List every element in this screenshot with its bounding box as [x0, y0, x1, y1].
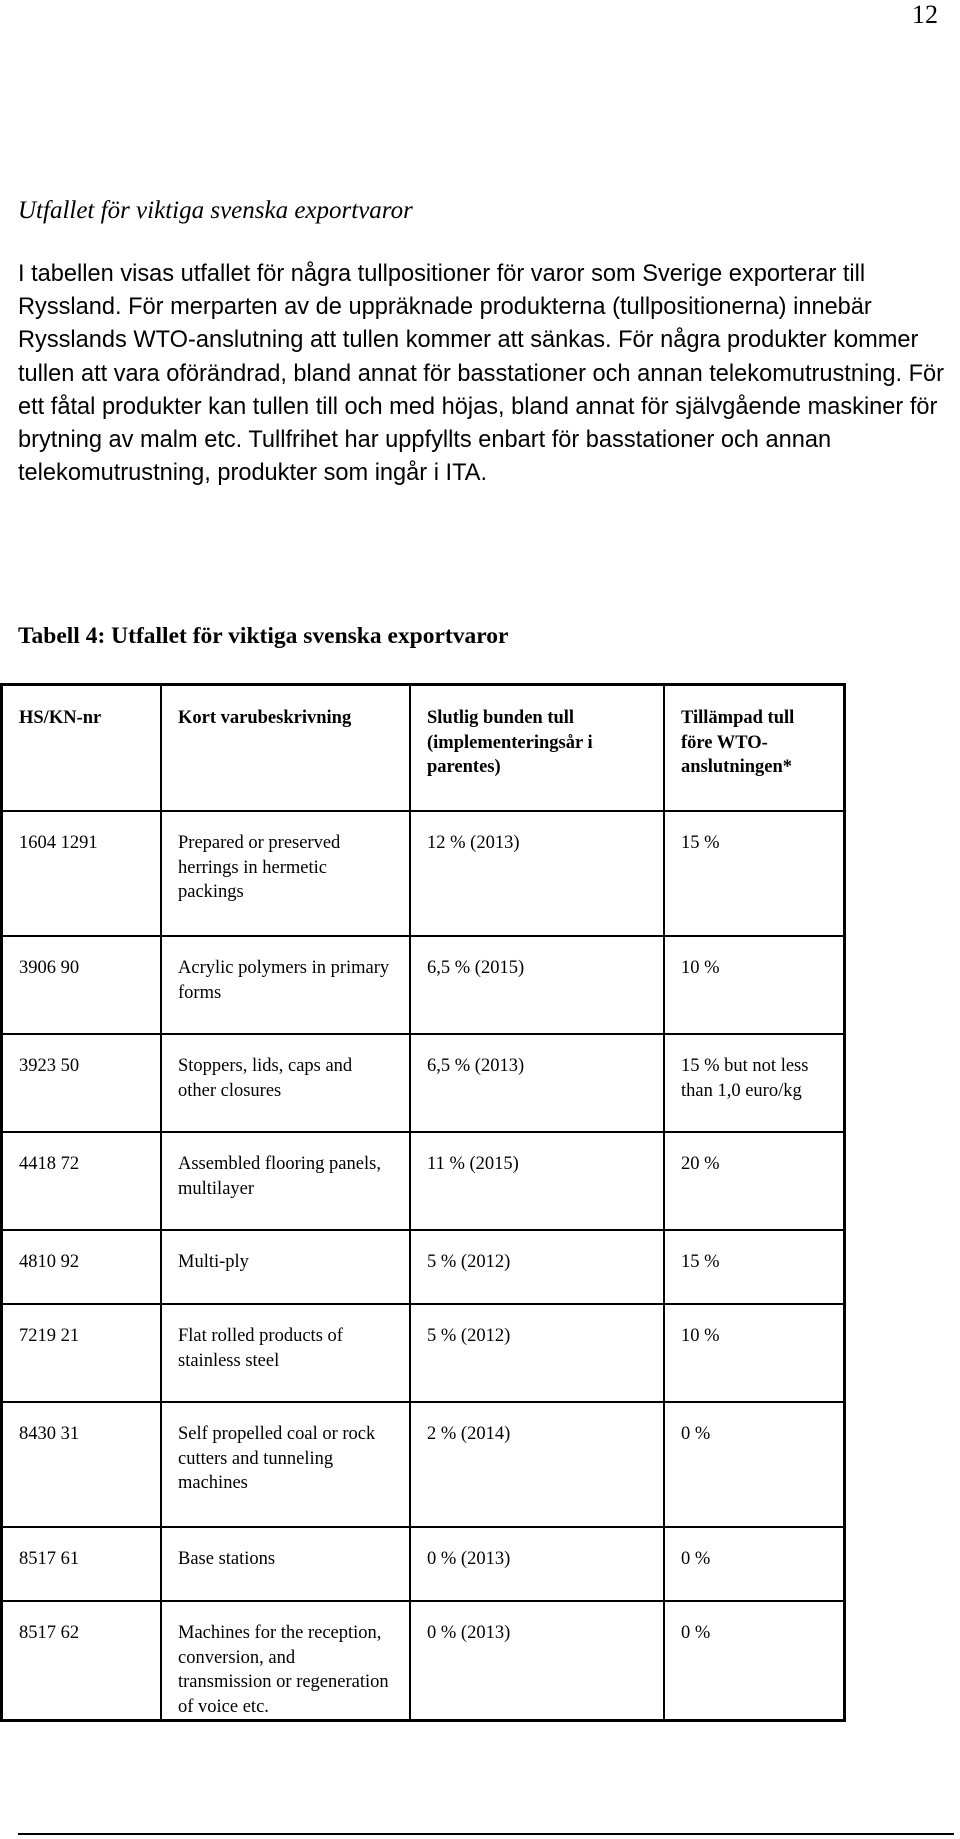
- cell-applied-tariff: 10 %: [665, 937, 843, 1035]
- page-number: 12: [912, 0, 938, 29]
- cell-description: Multi-ply: [162, 1231, 411, 1305]
- cell-applied-tariff: 15 % but not less than 1,0 euro/kg: [665, 1035, 843, 1133]
- table-row: [3, 1528, 843, 1602]
- cell-hs-kn-nr: 8430 31: [3, 1403, 162, 1528]
- cell-bound-tariff: 11 % (2015): [411, 1133, 665, 1231]
- cell-bound-tariff: 0 % (2013): [411, 1528, 665, 1602]
- cell-hs-kn-nr: 8517 62: [3, 1602, 162, 1719]
- table-row: [3, 1305, 843, 1403]
- table-header-row: [3, 686, 843, 812]
- header-kort-varubeskrivning: Kort varubeskrivning: [162, 686, 411, 812]
- cell-hs-kn-nr: 3923 50: [3, 1035, 162, 1133]
- table-row: [3, 812, 843, 937]
- cell-bound-tariff: 6,5 % (2015): [411, 937, 665, 1035]
- cell-bound-tariff: 2 % (2014): [411, 1403, 665, 1528]
- cell-bound-tariff: 0 % (2013): [411, 1602, 665, 1719]
- table-row: [3, 937, 843, 1035]
- table-row: [3, 1231, 843, 1305]
- cell-description: Prepared or preserved herrings in hermetic packings: [162, 812, 411, 937]
- cell-bound-tariff: 5 % (2012): [411, 1305, 665, 1403]
- cell-hs-kn-nr: 4418 72: [3, 1133, 162, 1231]
- cell-description: Flat rolled products of stainless steel: [162, 1305, 411, 1403]
- cell-description: Self propelled coal or rock cutters and tunneling machines: [162, 1403, 411, 1528]
- cell-bound-tariff: 5 % (2012): [411, 1231, 665, 1305]
- header-tillampad-tull: Tillämpad tull före WTO-anslutningen*: [665, 686, 843, 812]
- cell-description: Stoppers, lids, caps and other closures: [162, 1035, 411, 1133]
- header-slutlig-bunden-tull: Slutlig bunden tull (implementeringsår i parentes): [411, 686, 665, 812]
- cell-applied-tariff: 0 %: [681, 1623, 711, 1643]
- cell-hs-kn-nr: 1604 1291: [3, 812, 162, 937]
- cell-applied-tariff: 15 %: [665, 1231, 843, 1305]
- cell-hs-kn-nr: 3906 90: [3, 937, 162, 1035]
- cell-hs-kn-nr: 8517 61: [3, 1528, 162, 1602]
- cell-bound-tariff: 6,5 % (2013): [411, 1035, 665, 1133]
- table-row: [3, 1602, 843, 1719]
- cell-applied-tariff: 10 %: [665, 1305, 843, 1403]
- cell-hs-kn-nr: 4810 92: [3, 1231, 162, 1305]
- header-hs-kn-nr: HS/KN-nr: [3, 686, 162, 812]
- table-row: [3, 1035, 843, 1133]
- export-goods-table: [0, 683, 846, 1722]
- body-paragraph: I tabellen visas utfallet för några tullpositioner för varor som Sverige exporterar till Ryssland. För merparten av de uppräknade produkterna (tullpositionerna) innebär Rysslands WTO-anslutning att tullen kommer att sänkas. För några produkter kommer tullen att vara oförändrad, bland annat för basstationer och annan telekomutrustning. För ett fåtal produkter kan tullen till och med höjas, bland annat för självgående maskiner för brytning av malm etc. Tullfrihet har uppfyllts enbart för basstationer och annan telekomutrustning, produkter som ingår i ITA.: [18, 261, 944, 487]
- cell-description: Assembled flooring panels, multilayer: [162, 1133, 411, 1231]
- table-row: [3, 1403, 843, 1528]
- cell-applied-tariff: 20 %: [665, 1133, 843, 1231]
- cell-applied-tariff: 0 %: [665, 1403, 843, 1528]
- cell-description: Machines for the reception, conversion, and transmission or regeneration of voice etc.: [162, 1602, 411, 1719]
- footnote-separator: [18, 1833, 954, 1835]
- cell-applied-tariff: 15 %: [665, 812, 843, 937]
- cell-bound-tariff: 12 % (2013): [411, 812, 665, 937]
- cell-description: Base stations: [162, 1528, 411, 1602]
- cell-description: Acrylic polymers in primary forms: [162, 937, 411, 1035]
- table-caption: Tabell 4: Utfallet för viktiga svenska exportvaror: [18, 623, 509, 649]
- cell-hs-kn-nr: 7219 21: [3, 1305, 162, 1403]
- table-row: [3, 1133, 843, 1231]
- cell-applied-tariff: 0 %: [665, 1528, 843, 1602]
- section-heading: Utfallet för viktiga svenska exportvaror: [18, 197, 413, 224]
